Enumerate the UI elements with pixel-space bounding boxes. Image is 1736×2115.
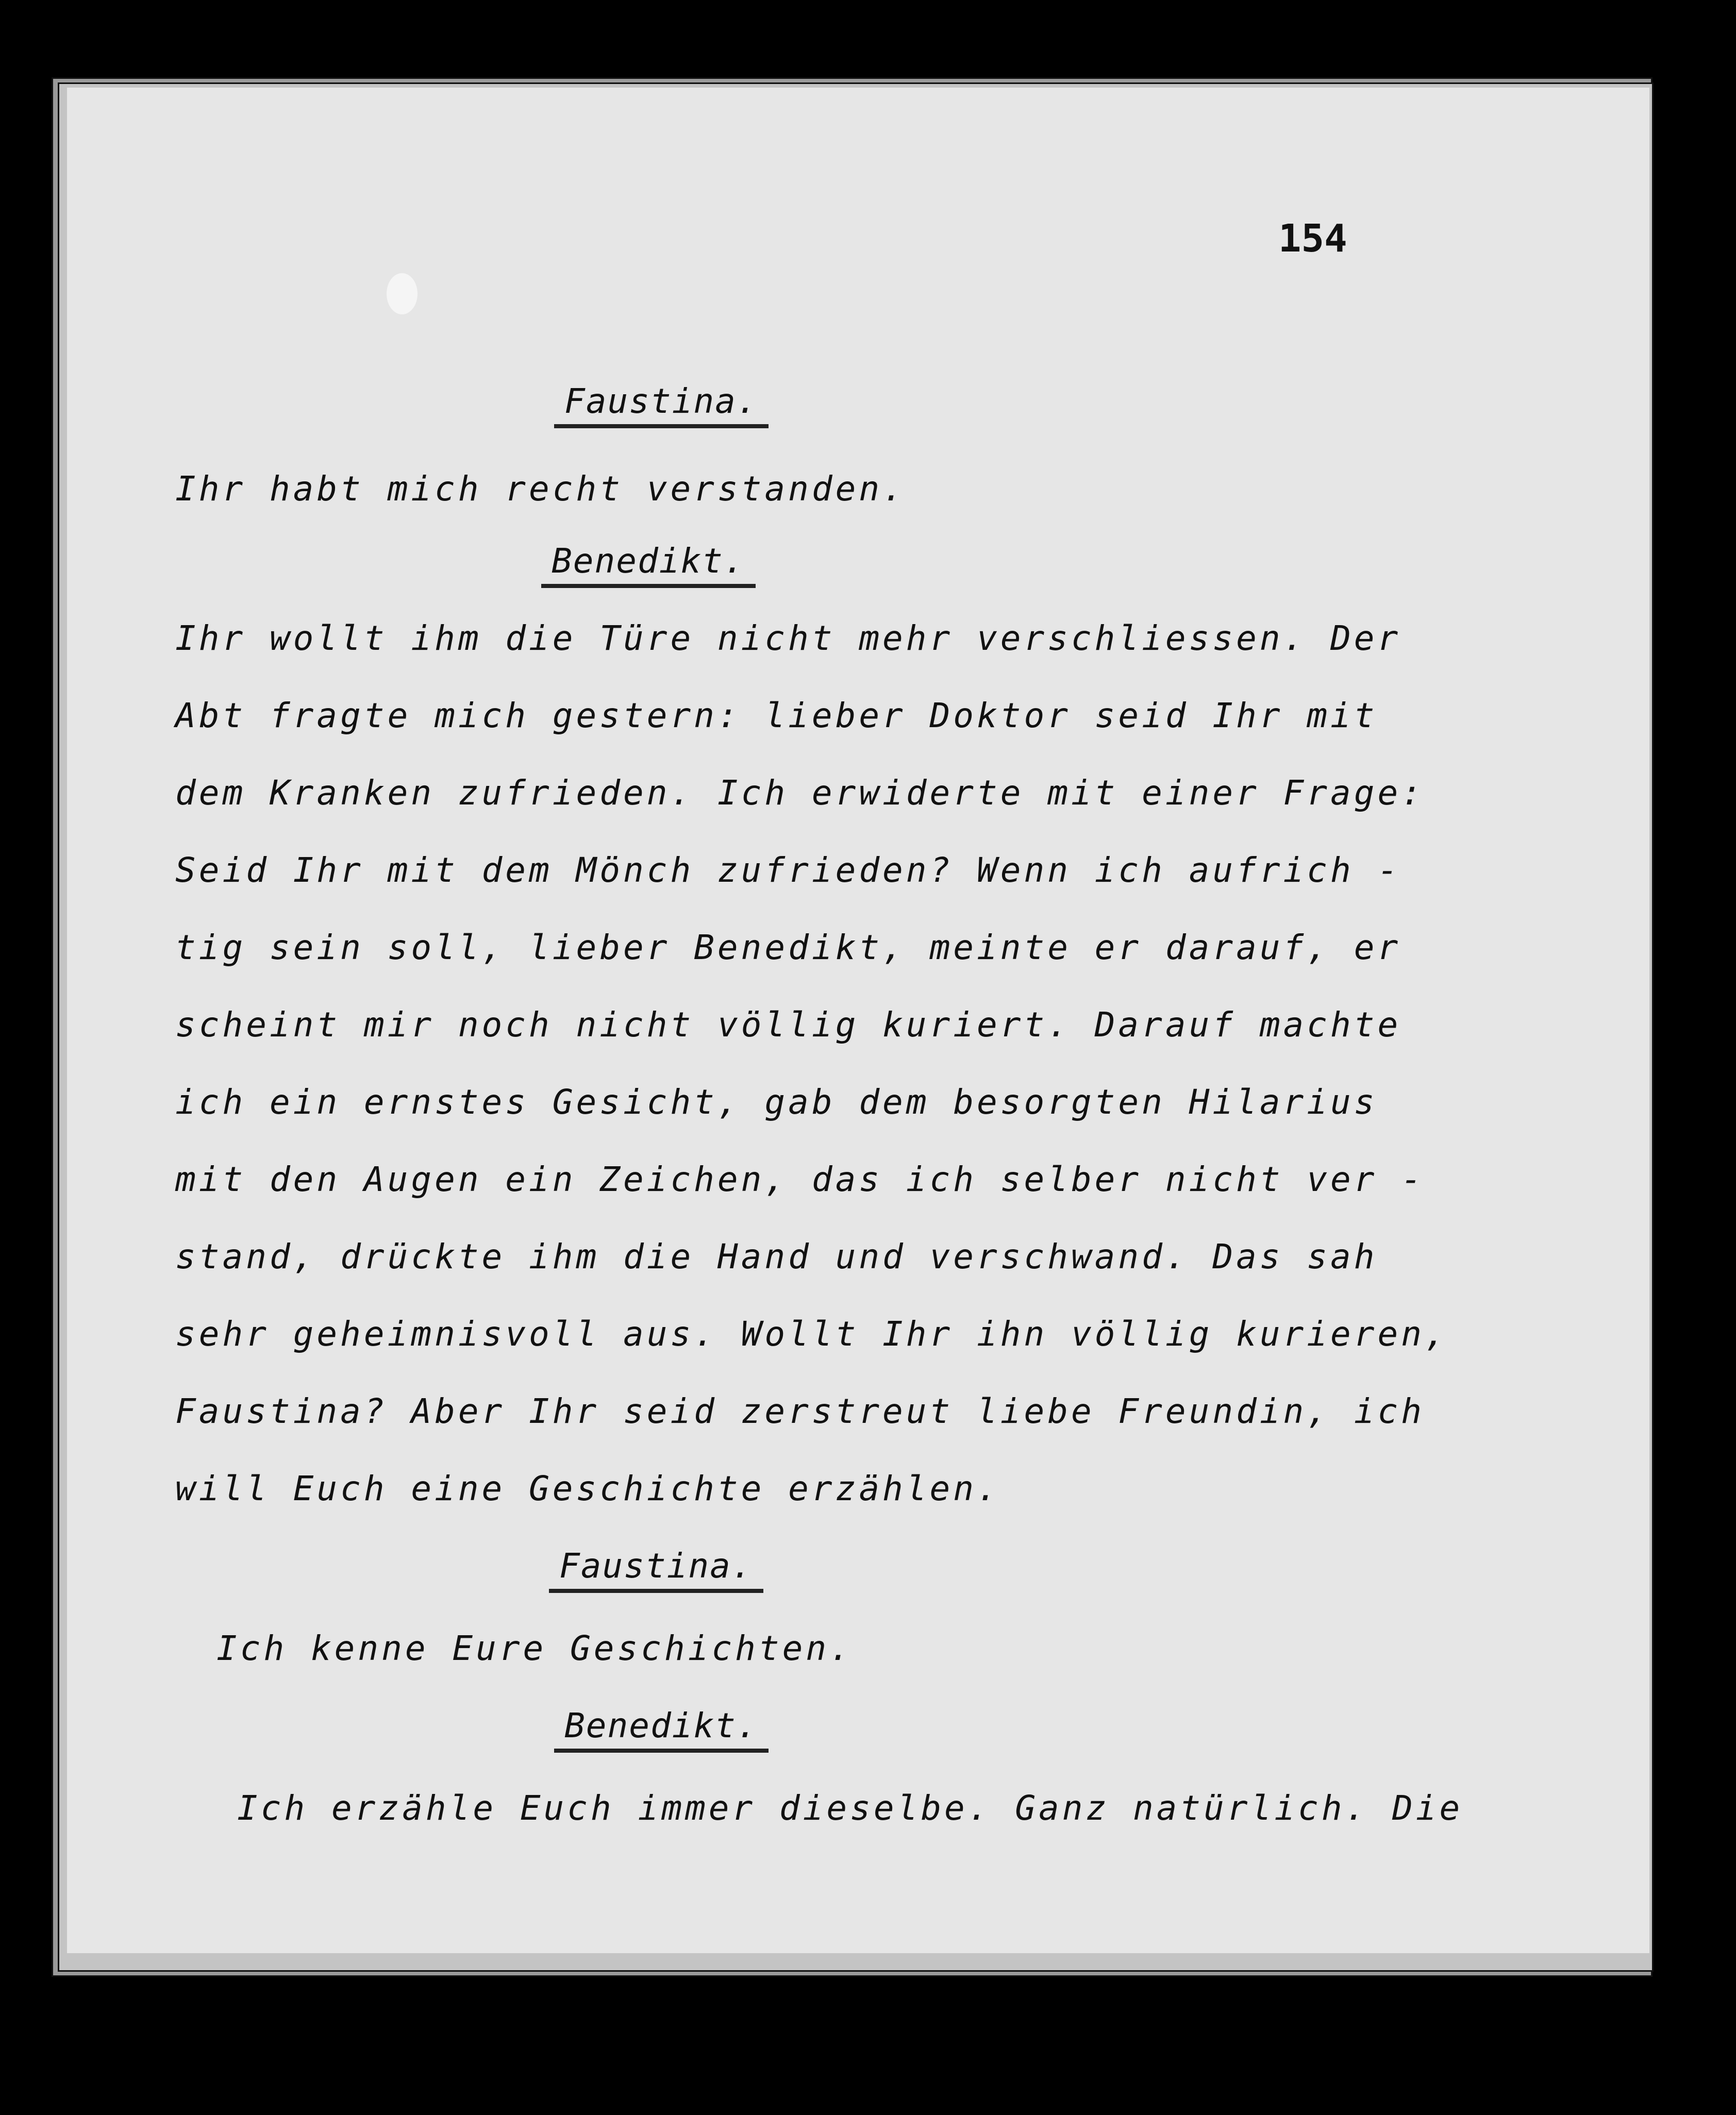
document-page xyxy=(67,88,1649,1953)
dialogue-line: tig sein soll, lieber Benedikt, meinte er darauf, er xyxy=(175,928,1401,967)
dialogue-line: sehr geheimnisvoll aus. Wollt Ihr ihn völlig kurieren, xyxy=(175,1314,1448,1354)
dialogue-line: dem Kranken zufrieden. Ich erwiderte mit einer Frage: xyxy=(175,773,1425,813)
dialogue-line: Abt fragte mich gestern: lieber Doktor seid Ihr mit xyxy=(175,696,1378,735)
speaker-label: Benedikt. xyxy=(554,1706,769,1753)
dialogue-line: Ich erzähle Euch immer dieselbe. Ganz natürlich. Die xyxy=(237,1788,1463,1828)
dialogue-line: ich ein ernstes Gesicht, gab dem besorgten Hilarius xyxy=(175,1082,1378,1122)
punch-hole xyxy=(387,273,418,314)
dialogue-line: will Euch eine Geschichte erzählen. xyxy=(175,1469,1000,1508)
dialogue-line: Ihr wollt ihm die Türe nicht mehr verschliessen. Der xyxy=(175,618,1401,658)
dialogue-line: Ihr habt mich recht verstanden. xyxy=(175,469,906,509)
dialogue-line: scheint mir noch nicht völlig kuriert. Darauf machte xyxy=(175,1005,1401,1045)
speaker-label: Benedikt. xyxy=(541,541,756,588)
speaker-label: Faustina. xyxy=(554,381,769,428)
dialogue-line: stand, drückte ihm die Hand und verschwand. Das sah xyxy=(175,1237,1378,1277)
dialogue-line: mit den Augen ein Zeichen, das ich selber nicht ver - xyxy=(175,1160,1425,1199)
speaker-label: Faustina. xyxy=(549,1546,763,1593)
dialogue-line: Faustina? Aber Ihr seid zerstreut liebe Freundin, ich xyxy=(175,1391,1425,1431)
dialogue-line: Ich kenne Eure Geschichten. xyxy=(216,1629,853,1668)
page-number: 154 xyxy=(1278,216,1347,261)
dialogue-line: Seid Ihr mit dem Mönch zufrieden? Wenn ich aufrich - xyxy=(175,850,1401,890)
